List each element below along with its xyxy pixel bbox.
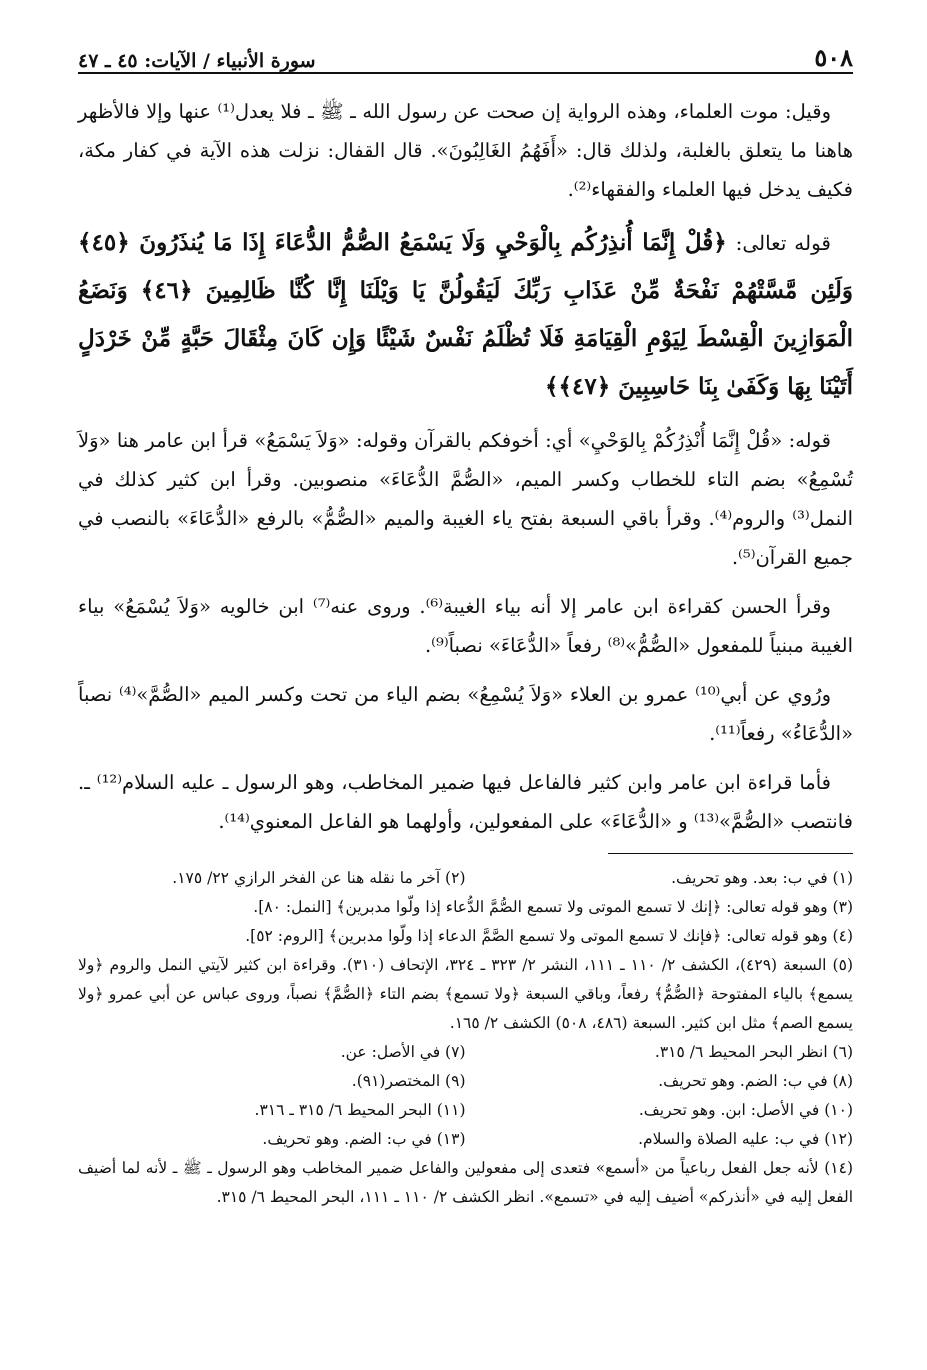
footnote-row bbox=[78, 1067, 853, 1096]
quran-intro: قوله تعالى: bbox=[735, 231, 831, 255]
footnote-1: (١) في ب: بعد. وهو تحريف. bbox=[671, 869, 853, 887]
footnote-6: (٦) انظر البحر المحيط ٦/ ٣١٥. bbox=[654, 1043, 853, 1061]
paragraph-1: وقيل: موت العلماء، وهذه الرواية إن صحت عن رسول الله ـ ﷺ ـ فلا يعدل⁽¹⁾ عنها وإلا فالأظهر هاهنا ما يتعلق بالغلبة، ولذلك قال: «أَفَهُمُ الغَالِبُونَ». قال القفال: نزلت هذه الآية في كفار مكة، فكيف يدخل فيها العلماء والفقهاء⁽²⁾. bbox=[78, 100, 853, 201]
footnote-row bbox=[78, 1125, 853, 1154]
footnote-13: (١٣) في ب: الضم. وهو تحريف. bbox=[262, 1130, 466, 1148]
footnote-14: (١٤) لأنه جعل الفعل رباعياً من «أسمع» فتعدى إلى مفعولين والفاعل ضمير المخاطب وهو الرسول ـ ﷺ ـ لأنه لما أضيف الفعل إليه في «أنذركم» أضيف إليه في «تسمع». انظر الكشف ٢/ ١١٠ ـ ١١١، البحر المحيط ٦/ ٣١٥. bbox=[78, 1159, 853, 1206]
paragraph-2: قوله: «قُلْ إِنَّمَا أُنْذِرُكُمْ بِالوَحْيِ» أي: أخوفكم بالقرآن وقوله: «وَلاَ يَسْمَعُ» قرأ ابن عامر هنا «وَلاَ تُسْمِعُ» بضم التاء للخطاب وكسر الميم، «الصُّمَّ الدُّعَاءَ» منصوبين. وقرأ ابن كثير كذلك في النمل⁽³⁾ والروم⁽⁴⁾. وقرأ باقي السبعة بفتح ياء الغيبة والميم «الصُّمُّ» بالرفع «الدُّعَاءَ» بالنصب في جميع القرآن⁽⁵⁾. bbox=[78, 429, 853, 569]
footnote-5: (٥) السبعة (٤٢٩)، الكشف ٢/ ١١٠ ـ ١١١، النشر ٢/ ٣٢٣ ـ ٣٢٤، الإتحاف (٣١٠). وقراءة ابن كثير لآيتي النمل والروم ﴿ولا يسمع﴾ بالياء المفتوحة ﴿الصُّمُّ﴾ رفعاً، وباقي السبعة ﴿ولا تسمع﴾ بضم التاء ﴿الصُّمَّ﴾ نصباً، وروى عباس عن أبي عمرو ﴿ولا يسمع الصم﴾ مثل ابن كثير. السبعة (٤٨٦، ٥٠٨) الكشف ٢/ ١٦٥. bbox=[78, 956, 853, 1032]
footnotes bbox=[78, 864, 853, 1212]
footnote-10: (١٠) في الأصل: ابن. وهو تحريف. bbox=[638, 1101, 853, 1119]
footnote-row bbox=[78, 1038, 853, 1067]
footnote-9: (٩) المختصر(٩١). bbox=[351, 1072, 466, 1090]
quran-verse: ﴿قُلْ إِنَّمَا أُنذِرُكُم بِالْوَحْيِ وَلَا يَسْمَعُ الصُّمُّ الدُّعَاءَ إِذَا مَا يُنذَرُونَ ﴿٤٥﴾ وَلَئِن مَّسَّتْهُمْ نَفْحَةٌ مِّنْ عَذَابِ رَبِّكَ لَيَقُولُنَّ يَا وَيْلَنَا إِنَّا كُنَّا ظَالِمِينَ ﴿٤٦﴾ وَنَضَعُ الْمَوَازِينَ الْقِسْطَ لِيَوْمِ الْقِيَامَةِ فَلَا تُظْلَمُ نَفْسٌ شَيْئًا وَإِن كَانَ مِثْقَالَ حَبَّةٍ مِّنْ خَرْدَلٍ أَتَيْنَا بِهَا وَكَفَىٰ بِنَا حَاسِبِينَ ﴿٤٧﴾﴾ bbox=[78, 229, 853, 400]
footnote-8: (٨) في ب: الضم. وهو تحريف. bbox=[658, 1072, 853, 1090]
footnote-4: (٤) وهو قوله تعالى: ﴿فإنك لا تسمع الموتى ولا تسمع الصَّمَّ الدعاء إذا ولّوا مدبرين﴾ [الروم: ٥٢]. bbox=[245, 927, 853, 945]
paragraph-3: وقرأ الحسن كقراءة ابن عامر إلا أنه بياء الغيبة⁽⁶⁾. وروى عنه⁽⁷⁾ ابن خالويه «وَلاَ يُسْمَعُ» بياء الغيبة مبنياً للمفعول «الصُّمُّ»⁽⁸⁾ رفعاً «الدُّعَاءَ» نصباً⁽⁹⁾. bbox=[78, 595, 853, 657]
paragraph-5: فأما قراءة ابن عامر وابن كثير فالفاعل فيها ضمير المخاطب، وهو الرسول ـ عليه السلام⁽¹²⁾ ـ. فانتصب «الصُّمَّ»⁽¹³⁾ و «الدُّعَاءَ» على المفعولين، وأولهما هو الفاعل المعنوي⁽¹⁴⁾. bbox=[78, 771, 853, 833]
footnote-row bbox=[78, 864, 853, 893]
page-number: ٥٠٨ bbox=[814, 43, 853, 72]
footnote-2: (٢) آخر ما نقله هنا عن الفخر الرازي ٢٢/ ١٧٥. bbox=[172, 869, 466, 887]
footnote-7: (٧) في الأصل: عن. bbox=[340, 1043, 466, 1061]
footnote-separator bbox=[608, 853, 853, 854]
running-title: سورة الأنبياء / الآيات: ٤٥ ـ ٤٧ bbox=[78, 50, 316, 72]
footnote-12: (١٢) في ب: عليه الصلاة والسلام. bbox=[638, 1130, 853, 1148]
paragraph-4: ورُوي عن أبي⁽¹⁰⁾ عمرو بن العلاء «وَلاَ يُسْمِعُ» بضم الياء من تحت وكسر الميم «الصُّمَّ»⁽⁴⁾ نصباً «الدُّعَاءُ» رفعاً⁽¹¹⁾. bbox=[78, 683, 853, 745]
footnote-11: (١١) البحر المحيط ٦/ ٣١٥ ـ ٣١٦. bbox=[254, 1101, 466, 1119]
footnote-3: (٣) وهو قوله تعالى: ﴿إنك لا تسمع الموتى ولا تسمع الصُّمَّ الدُّعاء إذا ولّوا مدبرين﴾ [النمل: ٨٠]. bbox=[253, 898, 853, 916]
running-header bbox=[78, 38, 853, 74]
quran-verse-block bbox=[78, 219, 853, 411]
footnote-row bbox=[78, 1096, 853, 1125]
